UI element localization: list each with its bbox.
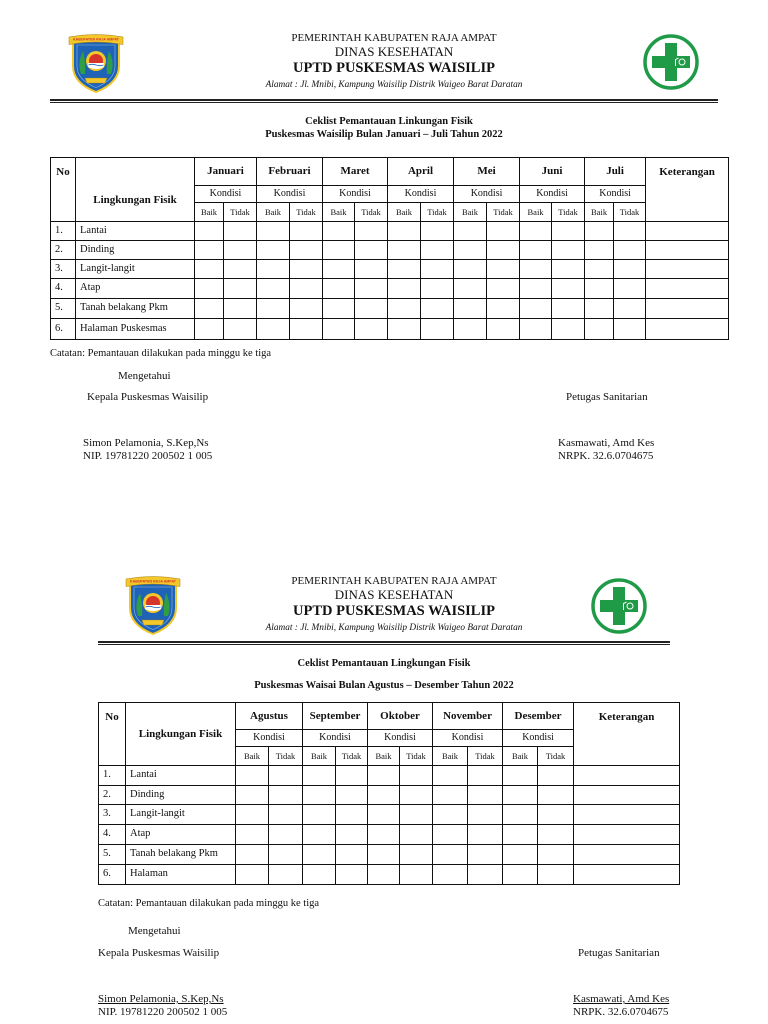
- header-month: Agustus: [236, 703, 303, 730]
- check-cell-bad: [269, 805, 303, 825]
- header-physical-environment: Lingkungan Fisik: [76, 158, 195, 222]
- table-row: [51, 241, 729, 260]
- header-option-bad: Tidak: [224, 203, 257, 222]
- row-item: Lantai: [76, 222, 195, 241]
- check-cell-good: [433, 865, 468, 885]
- check-cell-good: [257, 319, 290, 340]
- header-option-good: Baik: [195, 203, 224, 222]
- left-signatory-name: Simon Pelamonia, S.Kep,Ns: [83, 437, 209, 449]
- check-cell-good: [368, 805, 400, 825]
- row-item: Langit-langit: [126, 805, 236, 825]
- check-cell-good: [585, 299, 614, 319]
- note-text: Catatan: Pemantauan dilakukan pada minggu ke tiga: [98, 897, 320, 909]
- check-cell-good: [236, 786, 269, 805]
- check-cell-bad: [538, 865, 574, 885]
- check-cell-bad: [552, 279, 585, 299]
- check-cell-good: [520, 319, 552, 340]
- row-item: Halaman: [126, 865, 236, 885]
- check-cell-bad: [487, 319, 520, 340]
- table-row: [99, 766, 680, 786]
- check-cell-bad: [355, 222, 388, 241]
- check-cell-good: [585, 319, 614, 340]
- check-cell-good: [323, 279, 355, 299]
- header-month: November: [433, 703, 503, 730]
- header-remarks: Keterangan: [574, 703, 680, 766]
- remarks-cell: [574, 825, 680, 845]
- check-cell-bad: [552, 241, 585, 260]
- remarks-cell: [574, 766, 680, 786]
- checklist-title: Ceklist Pemantauan Linkungan Fisik: [305, 116, 473, 127]
- row-number: 2.: [99, 786, 126, 805]
- check-cell-good: [433, 845, 468, 865]
- check-cell-bad: [614, 260, 646, 279]
- check-cell-bad: [336, 805, 368, 825]
- header-month: September: [303, 703, 368, 730]
- check-cell-good: [195, 260, 224, 279]
- header-condition: Kondisi: [585, 186, 646, 203]
- header-condition: Kondisi: [433, 730, 503, 747]
- header-option-good: Baik: [323, 203, 355, 222]
- header-row-months: [51, 158, 729, 186]
- header-no: No: [99, 703, 126, 766]
- right-signatory-name: Kasmawati, Amd Kes: [558, 437, 655, 449]
- unit-name: UPTD PUSKESMAS WAISILIP: [293, 603, 495, 619]
- check-cell-good: [303, 766, 336, 786]
- check-cell-good: [195, 241, 224, 260]
- check-cell-good: [195, 319, 224, 340]
- header-option-bad: Tidak: [487, 203, 520, 222]
- check-cell-bad: [614, 299, 646, 319]
- check-cell-good: [195, 222, 224, 241]
- check-cell-bad: [614, 279, 646, 299]
- remarks-cell: [646, 241, 729, 260]
- header-remarks: Keterangan: [646, 158, 729, 222]
- header-option-bad: Tidak: [538, 747, 574, 766]
- check-cell-bad: [538, 845, 574, 865]
- header-condition: Kondisi: [520, 186, 585, 203]
- check-cell-bad: [355, 241, 388, 260]
- check-cell-bad: [552, 222, 585, 241]
- row-item: Langit-langit: [76, 260, 195, 279]
- check-cell-bad: [355, 299, 388, 319]
- row-item: Dinding: [76, 241, 195, 260]
- header-month: Juli: [585, 158, 646, 186]
- check-cell-bad: [224, 241, 257, 260]
- header-month: Desember: [503, 703, 574, 730]
- check-cell-bad: [468, 805, 503, 825]
- check-cell-bad: [538, 766, 574, 786]
- check-cell-bad: [421, 241, 454, 260]
- header-option-bad: Tidak: [336, 747, 368, 766]
- check-cell-good: [503, 786, 538, 805]
- header-option-good: Baik: [236, 747, 269, 766]
- check-cell-bad: [487, 241, 520, 260]
- row-number: 5.: [51, 299, 76, 319]
- check-cell-bad: [224, 279, 257, 299]
- remarks-cell: [646, 260, 729, 279]
- check-cell-good: [236, 845, 269, 865]
- left-signatory-role: Kepala Puskesmas Waisilip: [98, 947, 220, 959]
- check-cell-good: [257, 241, 290, 260]
- check-cell-bad: [614, 241, 646, 260]
- check-cell-bad: [400, 786, 433, 805]
- header-month: April: [388, 158, 454, 186]
- header-option-good: Baik: [368, 747, 400, 766]
- check-cell-bad: [269, 766, 303, 786]
- crest-banner-text: KABUPATEN RAJA AMPAT: [73, 37, 120, 42]
- note-text: Catatan: Pemantauan dilakukan pada minggu ke tiga: [50, 347, 272, 359]
- check-cell-good: [585, 260, 614, 279]
- check-cell-good: [368, 825, 400, 845]
- check-cell-good: [388, 222, 421, 241]
- check-cell-good: [323, 299, 355, 319]
- check-cell-bad: [468, 845, 503, 865]
- table-row: [51, 299, 729, 319]
- check-cell-good: [368, 766, 400, 786]
- header-month: Mei: [454, 158, 520, 186]
- check-cell-bad: [290, 222, 323, 241]
- check-cell-bad: [400, 865, 433, 885]
- check-cell-good: [433, 786, 468, 805]
- check-cell-bad: [224, 222, 257, 241]
- raja-ampat-crest-icon: [125, 574, 181, 636]
- check-cell-bad: [290, 299, 323, 319]
- check-cell-bad: [538, 825, 574, 845]
- table-row: [51, 222, 729, 241]
- check-cell-bad: [336, 786, 368, 805]
- check-cell-bad: [355, 279, 388, 299]
- check-cell-good: [257, 279, 290, 299]
- check-cell-bad: [538, 786, 574, 805]
- row-number: 4.: [99, 825, 126, 845]
- right-signatory-role: Petugas Sanitarian: [578, 947, 660, 959]
- check-cell-bad: [269, 845, 303, 865]
- header-option-good: Baik: [257, 203, 290, 222]
- header-option-bad: Tidak: [355, 203, 388, 222]
- check-cell-good: [433, 766, 468, 786]
- remarks-cell: [574, 805, 680, 825]
- header-condition: Kondisi: [195, 186, 257, 203]
- government-name: PEMERINTAH KABUPATEN RAJA AMPAT: [291, 31, 497, 44]
- check-cell-good: [236, 825, 269, 845]
- check-cell-bad: [400, 805, 433, 825]
- puskesmas-logo-icon: [590, 575, 648, 637]
- check-cell-good: [257, 260, 290, 279]
- remarks-cell: [574, 865, 680, 885]
- right-signatory-id: NRPK. 32.6.0704675: [558, 450, 654, 462]
- table-row: [99, 865, 680, 885]
- check-cell-good: [503, 766, 538, 786]
- check-cell-good: [503, 825, 538, 845]
- check-cell-bad: [400, 766, 433, 786]
- check-cell-good: [195, 299, 224, 319]
- left-signatory-role: Kepala Puskesmas Waisilip: [87, 391, 209, 403]
- header-divider: [98, 641, 670, 645]
- unit-address: Alamat : Jl. Mnibi, Kampung Waisilip Distrik Waigeo Barat Daratan: [265, 622, 523, 633]
- header-option-good: Baik: [433, 747, 468, 766]
- check-cell-bad: [269, 786, 303, 805]
- check-cell-bad: [487, 260, 520, 279]
- remarks-cell: [574, 786, 680, 805]
- header-option-bad: Tidak: [290, 203, 323, 222]
- unit-address: Alamat : Jl. Mnibi, Kampung Waisilip Distrik Waigeo Barat Daratan: [265, 79, 523, 90]
- remarks-cell: [574, 845, 680, 865]
- right-signatory-role: Petugas Sanitarian: [566, 391, 648, 403]
- check-cell-bad: [400, 845, 433, 865]
- check-cell-bad: [614, 222, 646, 241]
- check-cell-good: [323, 319, 355, 340]
- check-cell-bad: [468, 825, 503, 845]
- check-cell-good: [520, 222, 552, 241]
- check-cell-good: [323, 260, 355, 279]
- check-cell-bad: [400, 825, 433, 845]
- check-cell-bad: [552, 319, 585, 340]
- acknowledged-label: Mengetahui: [128, 925, 181, 937]
- check-cell-good: [454, 260, 487, 279]
- check-cell-bad: [336, 766, 368, 786]
- right-signatory-name: Kasmawati, Amd Kes: [573, 993, 670, 1005]
- header-condition: Kondisi: [503, 730, 574, 747]
- header-option-good: Baik: [388, 203, 421, 222]
- row-item: Dinding: [126, 786, 236, 805]
- check-cell-good: [388, 241, 421, 260]
- check-cell-good: [388, 319, 421, 340]
- row-item: Atap: [126, 825, 236, 845]
- check-cell-bad: [614, 319, 646, 340]
- check-cell-bad: [336, 825, 368, 845]
- check-cell-bad: [468, 786, 503, 805]
- check-cell-good: [236, 766, 269, 786]
- header-condition: Kondisi: [236, 730, 303, 747]
- header-option-good: Baik: [520, 203, 552, 222]
- checklist-title: Ceklist Pemantauan Lingkungan Fisik: [297, 658, 471, 669]
- check-cell-good: [585, 279, 614, 299]
- row-number: 6.: [51, 319, 76, 340]
- checklist-period: Puskesmas Waisilip Bulan Januari – Juli Tahun 2022: [265, 129, 503, 140]
- check-cell-bad: [487, 299, 520, 319]
- check-cell-good: [195, 279, 224, 299]
- row-number: 3.: [51, 260, 76, 279]
- check-cell-bad: [290, 241, 323, 260]
- check-cell-good: [257, 299, 290, 319]
- check-cell-good: [520, 260, 552, 279]
- check-cell-bad: [468, 865, 503, 885]
- check-cell-bad: [290, 279, 323, 299]
- check-cell-good: [585, 222, 614, 241]
- checklist-table-jan-jul: [50, 157, 729, 340]
- row-number: 4.: [51, 279, 76, 299]
- check-cell-good: [303, 805, 336, 825]
- check-cell-bad: [336, 865, 368, 885]
- check-cell-bad: [224, 319, 257, 340]
- check-cell-good: [454, 222, 487, 241]
- header-option-bad: Tidak: [552, 203, 585, 222]
- check-cell-good: [433, 825, 468, 845]
- check-cell-bad: [421, 319, 454, 340]
- unit-name: UPTD PUSKESMAS WAISILIP: [293, 60, 495, 76]
- table-row: [99, 805, 680, 825]
- remarks-cell: [646, 279, 729, 299]
- row-number: 3.: [99, 805, 126, 825]
- check-cell-good: [454, 279, 487, 299]
- header-month: Maret: [323, 158, 388, 186]
- header-option-bad: Tidak: [400, 747, 433, 766]
- check-cell-good: [503, 845, 538, 865]
- acknowledged-label: Mengetahui: [118, 370, 171, 382]
- check-cell-good: [503, 805, 538, 825]
- row-item: Halaman Puskesmas: [76, 319, 195, 340]
- header-option-good: Baik: [454, 203, 487, 222]
- check-cell-good: [388, 279, 421, 299]
- header-condition: Kondisi: [257, 186, 323, 203]
- check-cell-bad: [290, 260, 323, 279]
- row-item: Tanah belakang Pkm: [76, 299, 195, 319]
- check-cell-good: [303, 825, 336, 845]
- table-row: [51, 319, 729, 340]
- check-cell-bad: [487, 279, 520, 299]
- row-item: Atap: [76, 279, 195, 299]
- crest-banner-text: KABUPATEN RAJA AMPAT: [130, 579, 177, 584]
- check-cell-good: [303, 845, 336, 865]
- header-option-bad: Tidak: [269, 747, 303, 766]
- row-item: Lantai: [126, 766, 236, 786]
- check-cell-good: [520, 299, 552, 319]
- check-cell-good: [520, 241, 552, 260]
- raja-ampat-crest-icon: [68, 32, 124, 94]
- header-condition: Kondisi: [454, 186, 520, 203]
- check-cell-bad: [355, 260, 388, 279]
- checklist-table-aug-dec: [98, 702, 680, 885]
- row-item: Tanah belakang Pkm: [126, 845, 236, 865]
- check-cell-good: [433, 805, 468, 825]
- header-physical-environment: Lingkungan Fisik: [126, 703, 236, 766]
- check-cell-bad: [487, 222, 520, 241]
- check-cell-bad: [468, 766, 503, 786]
- table-row: [99, 845, 680, 865]
- check-cell-bad: [421, 279, 454, 299]
- check-cell-bad: [224, 260, 257, 279]
- header-option-good: Baik: [303, 747, 336, 766]
- header-option-bad: Tidak: [468, 747, 503, 766]
- check-cell-good: [236, 805, 269, 825]
- remarks-cell: [646, 319, 729, 340]
- checklist-period: Puskesmas Waisai Bulan Agustus – Desember Tahun 2022: [254, 680, 514, 691]
- check-cell-bad: [269, 825, 303, 845]
- check-cell-good: [454, 241, 487, 260]
- check-cell-good: [303, 865, 336, 885]
- agency-name: DINAS KESEHATAN: [334, 587, 454, 602]
- check-cell-bad: [421, 222, 454, 241]
- check-cell-good: [323, 241, 355, 260]
- check-cell-bad: [336, 845, 368, 865]
- check-cell-good: [368, 845, 400, 865]
- header-row-months: [99, 703, 680, 730]
- left-signatory-id: NIP. 19781220 200502 1 005: [98, 1006, 228, 1018]
- puskesmas-logo-icon: [642, 31, 700, 93]
- check-cell-bad: [355, 319, 388, 340]
- check-cell-good: [388, 299, 421, 319]
- header-month: Januari: [195, 158, 257, 186]
- check-cell-good: [585, 241, 614, 260]
- government-name: PEMERINTAH KABUPATEN RAJA AMPAT: [291, 574, 497, 587]
- header-condition: Kondisi: [303, 730, 368, 747]
- header-condition: Kondisi: [368, 730, 433, 747]
- check-cell-good: [368, 865, 400, 885]
- header-option-good: Baik: [585, 203, 614, 222]
- row-number: 5.: [99, 845, 126, 865]
- row-number: 1.: [99, 766, 126, 786]
- header-month: Oktober: [368, 703, 433, 730]
- header-option-bad: Tidak: [421, 203, 454, 222]
- check-cell-bad: [224, 299, 257, 319]
- check-cell-bad: [421, 260, 454, 279]
- table-row: [51, 279, 729, 299]
- left-signatory-name: Simon Pelamonia, S.Kep,Ns: [98, 993, 224, 1005]
- agency-name: DINAS KESEHATAN: [334, 44, 454, 59]
- left-signatory-id: NIP. 19781220 200502 1 005: [83, 450, 213, 462]
- remarks-cell: [646, 222, 729, 241]
- check-cell-good: [520, 279, 552, 299]
- header-option-good: Baik: [503, 747, 538, 766]
- check-cell-bad: [552, 299, 585, 319]
- check-cell-good: [503, 865, 538, 885]
- header-condition: Kondisi: [388, 186, 454, 203]
- header-divider: [50, 99, 718, 103]
- row-number: 1.: [51, 222, 76, 241]
- header-month: Juni: [520, 158, 585, 186]
- table-row: [51, 260, 729, 279]
- right-signatory-id: NRPK. 32.6.0704675: [573, 1006, 669, 1018]
- row-number: 6.: [99, 865, 126, 885]
- check-cell-bad: [290, 319, 323, 340]
- table-row: [99, 825, 680, 845]
- check-cell-good: [388, 260, 421, 279]
- check-cell-good: [303, 786, 336, 805]
- header-no: No: [51, 158, 76, 222]
- check-cell-bad: [538, 805, 574, 825]
- check-cell-good: [236, 865, 269, 885]
- check-cell-good: [323, 222, 355, 241]
- check-cell-bad: [421, 299, 454, 319]
- remarks-cell: [646, 299, 729, 319]
- header-condition: Kondisi: [323, 186, 388, 203]
- check-cell-bad: [269, 865, 303, 885]
- check-cell-bad: [552, 260, 585, 279]
- check-cell-good: [257, 222, 290, 241]
- check-cell-good: [454, 299, 487, 319]
- check-cell-good: [454, 319, 487, 340]
- header-option-bad: Tidak: [614, 203, 646, 222]
- row-number: 2.: [51, 241, 76, 260]
- header-month: Februari: [257, 158, 323, 186]
- check-cell-good: [368, 786, 400, 805]
- table-row: [99, 786, 680, 805]
